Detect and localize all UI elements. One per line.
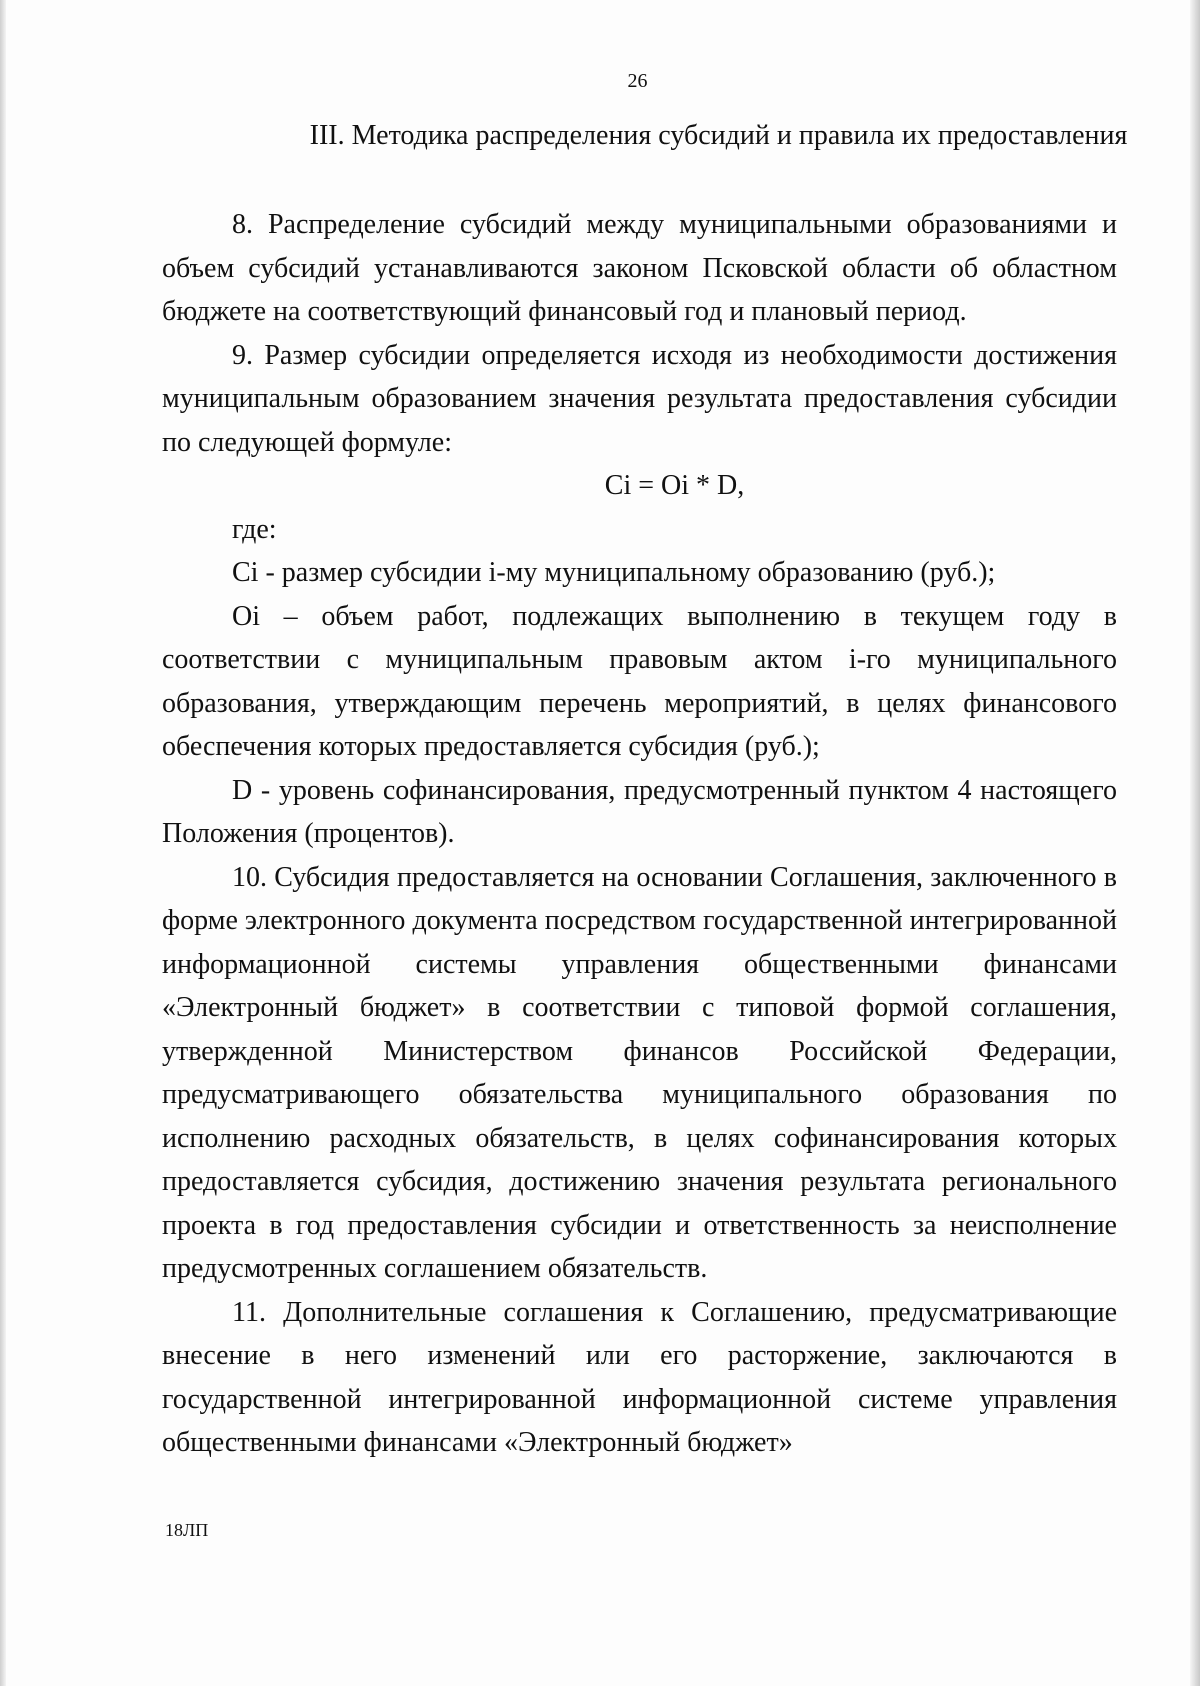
paragraph-9: 9. Размер субсидии определяется исходя из необходимости достижения муниципальным образованием значения результата предоставления субсидии по следующей формуле: — [162, 339, 1117, 458]
section-title: III. Методика распределения субсидий и правила их предоставления — [309, 120, 1128, 151]
formula-where: где: — [232, 513, 277, 545]
scan-edge-left — [0, 0, 6, 1686]
formula: Ci = Oi * D, — [604, 470, 745, 501]
paragraph-8: 8. Распределение субсидий между муниципальными образованиями и объем субсидий устанавливаются законом Псковской области об областном бюджете на соответствующий финансовый год и плановый период. — [162, 209, 1117, 327]
definition-d: D - уровень софинансирования, предусмотренный пунктом 4 настоящего Положения (процентов). — [162, 774, 1117, 849]
paragraph-10: 10. Субсидия предоставляется на основании Соглашения, заключенного в форме электронного документа посредством государственной интегрированной информационной системы управления общественными финансами «Электронный бюджет» в соответствии с типовой формой соглашения, утвержденной Министерством финансов Российской Федерации, предусматривающего обязательства муниципального образования по исполнению расходных обязательств, в целях софинансирования которых предоставляется субсидия, достижению значения результата регионального проекта в год предоставления субсидии и ответственность за неисполнение предусмотренных соглашением обязательств. — [162, 861, 1117, 1284]
definition-oi: Oi – объем работ, подлежащих выполнению в текущем году в соответствии с муниципальным правовым актом i-го муниципального образования, утверждающим перечень мероприятий, в целях финансового обеспечения которых предоставляется субсидия (руб.); — [162, 600, 1117, 762]
footer-code: 18ЛП — [165, 1520, 209, 1540]
paragraph-11: 11. Дополнительные соглашения к Соглашению, предусматривающие внесение в него изменений или его расторжение, заключаются в государственной интегрированной информационной системе управления общественными финансами «Электронный бюджет» — [162, 1296, 1117, 1458]
scan-edge-right — [1190, 0, 1200, 1686]
definition-ci: Ci - размер субсидии i-му муниципальному образованию (руб.); — [232, 557, 996, 588]
page-number: 26 — [627, 70, 648, 92]
document-body — [162, 203, 1117, 1465]
